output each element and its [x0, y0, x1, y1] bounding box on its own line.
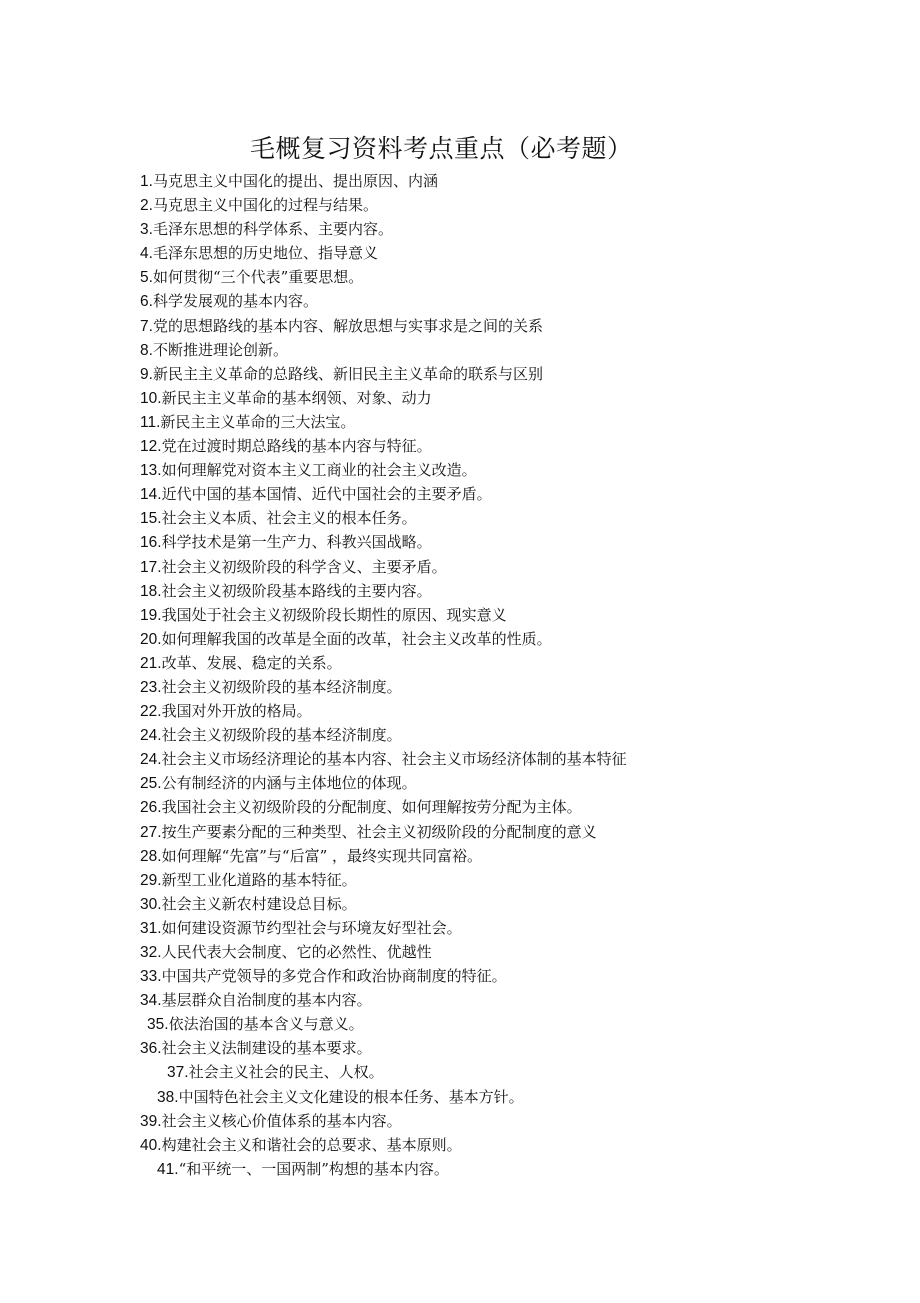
item-text: 社会主义本质、社会主义的根本任务。 — [161, 509, 417, 528]
list-item — [140, 844, 840, 868]
list-item — [140, 482, 840, 506]
item-number: 28. — [140, 847, 162, 865]
item-text: 社会主义初级阶段的基本经济制度。 — [161, 726, 402, 745]
list-item — [140, 1157, 840, 1181]
item-text: 中国特色社会主义文化建设的根本任务、基本方针。 — [178, 1087, 524, 1106]
list-item — [140, 868, 840, 892]
page-title: 毛概复习资料考点重点（必考题） — [250, 134, 633, 163]
item-text: 近代中国的基本国情、近代中国社会的主要矛盾。 — [161, 485, 492, 504]
list-item — [140, 289, 840, 313]
item-text: 公有制经济的内涵与主体地位的体现。 — [161, 774, 417, 793]
item-text: 社会主义初级阶段的科学含义、主要矛盾。 — [161, 557, 447, 576]
list-item — [140, 386, 840, 410]
item-text: 社会主义核心价值体系的基本内容。 — [161, 1111, 402, 1130]
item-text: 我国社会主义初级阶段的分配制度、如何理解按劳分配为主体。 — [161, 798, 582, 817]
list-item — [140, 555, 840, 579]
item-text: 依法治国的基本含义与意义。 — [168, 1015, 364, 1034]
item-number: 14. — [140, 486, 162, 504]
item-number: 22. — [140, 703, 162, 721]
list-item — [140, 506, 840, 530]
list-item — [140, 940, 840, 964]
item-text: 人民代表大会制度、它的必然性、优越性 — [161, 943, 432, 961]
item-text: 我国处于社会主义初级阶段长期性的原因、现实意义 — [161, 605, 507, 624]
item-text: 中国共产党领导的多党合作和政治协商制度的特征。 — [161, 967, 507, 986]
item-text: 社会主义新农村建设总目标。 — [161, 894, 357, 913]
review-point-list — [140, 169, 840, 1181]
list-item — [140, 771, 840, 795]
item-text: 科学发展观的基本内容。 — [152, 292, 318, 311]
item-number: 40. — [140, 1136, 162, 1154]
item-number: 11. — [140, 413, 161, 431]
item-number: 17. — [140, 558, 162, 576]
item-text: 如何理解“先富”与“后富” ，最终实现共同富裕。 — [161, 846, 483, 865]
list-item — [140, 1060, 840, 1084]
item-number: 21. — [140, 654, 162, 672]
item-text: 如何理解我国的改革是全面的改革，社会主义改革的性质。 — [161, 629, 552, 648]
item-text: 构建社会主义和谐社会的总要求、基本原则。 — [161, 1135, 462, 1154]
item-text: 党的思想路线的基本内容、解放思想与实事求是之间的关系 — [152, 316, 543, 335]
list-item — [140, 1012, 840, 1036]
item-number: 20. — [140, 630, 162, 648]
item-number: 7. — [140, 317, 153, 335]
item-text: “和平统一、一国两制”构想的基本内容。 — [178, 1159, 449, 1178]
list-item — [140, 265, 840, 289]
item-number: 19. — [140, 606, 162, 624]
item-text: 社会主义法制建设的基本要求。 — [161, 1039, 372, 1058]
item-text: 社会主义社会的民主、人权。 — [188, 1063, 384, 1082]
item-number: 41. — [157, 1160, 179, 1178]
item-text: 改革、发展、稳定的关系。 — [161, 653, 342, 672]
list-item — [140, 627, 840, 651]
list-item — [140, 964, 840, 988]
item-number: 38. — [157, 1088, 179, 1106]
list-item — [140, 651, 840, 675]
list-item — [140, 603, 840, 627]
item-number: 12. — [140, 438, 162, 456]
item-number: 4. — [140, 245, 153, 263]
item-number: 26. — [140, 799, 162, 817]
item-text: 按生产要素分配的三种类型、社会主义初级阶段的分配制度的意义 — [161, 822, 597, 841]
list-item — [140, 410, 840, 434]
item-number: 35. — [147, 1016, 169, 1034]
list-item — [140, 314, 840, 338]
item-text: 不断推进理论创新。 — [152, 340, 288, 359]
list-item — [140, 241, 840, 265]
item-number: 1. — [140, 173, 153, 190]
item-text: 马克思主义中国化的过程与结果。 — [152, 196, 378, 215]
item-text: 毛泽东思想的科学体系、主要内容。 — [152, 220, 393, 239]
list-item — [140, 795, 840, 819]
item-number: 31. — [140, 919, 162, 937]
item-text: 我国对外开放的格局。 — [161, 702, 312, 721]
item-number: 29. — [140, 871, 162, 889]
list-item — [140, 892, 840, 916]
item-text: 基层群众自治制度的基本内容。 — [161, 991, 372, 1010]
item-number: 36. — [140, 1040, 162, 1058]
item-number: 3. — [140, 221, 153, 239]
list-item — [140, 169, 840, 193]
item-text: 马克思主义中国化的提出、提出原因、内涵 — [152, 172, 438, 190]
list-item — [140, 458, 840, 482]
item-number: 25. — [140, 775, 162, 793]
item-number: 6. — [140, 293, 153, 311]
item-number: 10. — [140, 389, 162, 407]
item-text: 党在过渡时期总路线的基本内容与特征。 — [161, 437, 432, 456]
item-number: 8. — [140, 341, 153, 359]
item-number: 27. — [140, 823, 162, 841]
item-number: 34. — [140, 992, 162, 1010]
list-item — [140, 530, 840, 554]
list-item — [140, 1036, 840, 1060]
list-item — [140, 434, 840, 458]
list-item — [140, 820, 840, 844]
item-number: 24. — [140, 727, 162, 745]
item-text: 社会主义初级阶段基本路线的主要内容。 — [161, 581, 432, 600]
item-text: 如何建设资源节约型社会与环境友好型社会。 — [161, 918, 462, 937]
list-item — [140, 747, 840, 771]
list-item — [140, 362, 840, 386]
item-text: 社会主义初级阶段的基本经济制度。 — [161, 677, 402, 696]
item-number: 32. — [140, 944, 162, 961]
item-number: 13. — [140, 462, 162, 480]
item-number: 5. — [140, 269, 153, 287]
item-text: 社会主义市场经济理论的基本内容、社会主义市场经济体制的基本特征 — [161, 750, 627, 769]
item-number: 15. — [140, 510, 162, 528]
item-number: 2. — [140, 197, 153, 215]
list-item — [140, 988, 840, 1012]
item-number: 37. — [167, 1064, 189, 1082]
item-text: 新型工业化道路的基本特征。 — [161, 870, 357, 889]
list-item — [140, 217, 840, 241]
item-number: 23. — [140, 678, 162, 696]
item-number: 9. — [140, 365, 153, 383]
item-number: 16. — [140, 534, 162, 552]
item-text: 如何贯彻“三个代表”重要思想。 — [152, 268, 364, 287]
list-item — [140, 675, 840, 699]
item-text: 新民主主义革命的总路线、新旧民主主义革命的联系与区别 — [152, 364, 543, 383]
item-number: 39. — [140, 1112, 162, 1130]
list-item — [140, 1109, 840, 1133]
item-text: 新民主主义革命的三大法宝。 — [160, 412, 356, 431]
item-text: 如何理解党对资本主义工商业的社会主义改造。 — [161, 461, 477, 480]
item-number: 33. — [140, 968, 162, 986]
item-number: 30. — [140, 895, 162, 913]
item-text: 科学技术是第一生产力、科教兴国战略。 — [161, 533, 432, 552]
item-text: 新民主主义革命的基本纲领、对象、动力 — [161, 388, 432, 407]
item-text: 毛泽东思想的历史地位、指导意义 — [152, 244, 378, 263]
list-item — [140, 193, 840, 217]
list-item — [140, 723, 840, 747]
item-number: 18. — [140, 582, 162, 600]
list-item — [140, 699, 840, 723]
list-item — [140, 916, 840, 940]
item-number: 24. — [140, 751, 162, 769]
list-item — [140, 1085, 840, 1109]
list-item — [140, 579, 840, 603]
list-item — [140, 1133, 840, 1157]
list-item — [140, 338, 840, 362]
